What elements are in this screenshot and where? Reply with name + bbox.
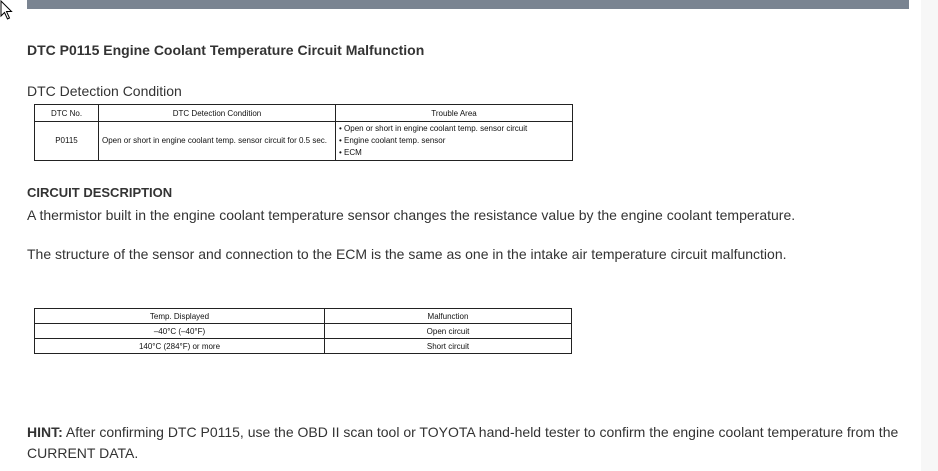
column-header-dtc-no: DTC No. [35,105,99,122]
table-row [35,324,572,339]
column-header-trouble-area: Trouble Area [336,105,573,122]
circuit-structure-paragraph: The structure of the sensor and connection to the ECM is the same as one in the intake air temperature circuit malfunction. [27,246,787,262]
hint-label: HINT: [27,424,63,440]
header-bar [27,0,909,9]
table-row [35,122,573,161]
condition-cell: Open or short in engine coolant temp. sensor circuit for 0.5 sec. [99,122,336,161]
temp-cell: –40°C (–40°F) [35,324,325,339]
trouble-area-item: • Open or short in engine coolant temp. sensor circuit [339,124,528,133]
trouble-area-cell [336,122,573,161]
column-header-malfunction: Malfunction [325,309,572,324]
temp-cell: 140°C (284°F) or more [35,339,325,354]
dtc-detection-table [34,104,573,161]
scrollbar-track[interactable] [921,0,938,471]
table-header-row [35,105,573,122]
mouse-pointer-icon [0,0,14,20]
trouble-area-item: • Engine coolant temp. sensor [339,136,446,145]
column-header-temp-displayed: Temp. Displayed [35,309,325,324]
table-header-row [35,309,572,324]
circuit-description-heading: CIRCUIT DESCRIPTION [27,185,173,200]
dtc-code-cell: P0115 [35,122,99,161]
hint-text: After confirming DTC P0115, use the OBD II scan tool or TOYOTA hand-held tester to confirm the engine coolant temperature from the CURRENT DATA. [27,424,899,461]
malfunction-cell: Short circuit [325,339,572,354]
table-row [35,339,572,354]
column-header-condition: DTC Detection Condition [99,105,336,122]
circuit-description-paragraph: A thermistor built in the engine coolant temperature sensor changes the resistance value by the engine coolant temperature. [27,207,796,223]
detection-heading: DTC Detection Condition [27,83,182,99]
hint-paragraph [27,422,912,464]
trouble-area-item: • ECM [339,148,362,157]
malfunction-cell: Open circuit [325,324,572,339]
temperature-malfunction-table [34,308,572,354]
page-title: DTC P0115 Engine Coolant Temperature Circuit Malfunction [27,42,425,58]
